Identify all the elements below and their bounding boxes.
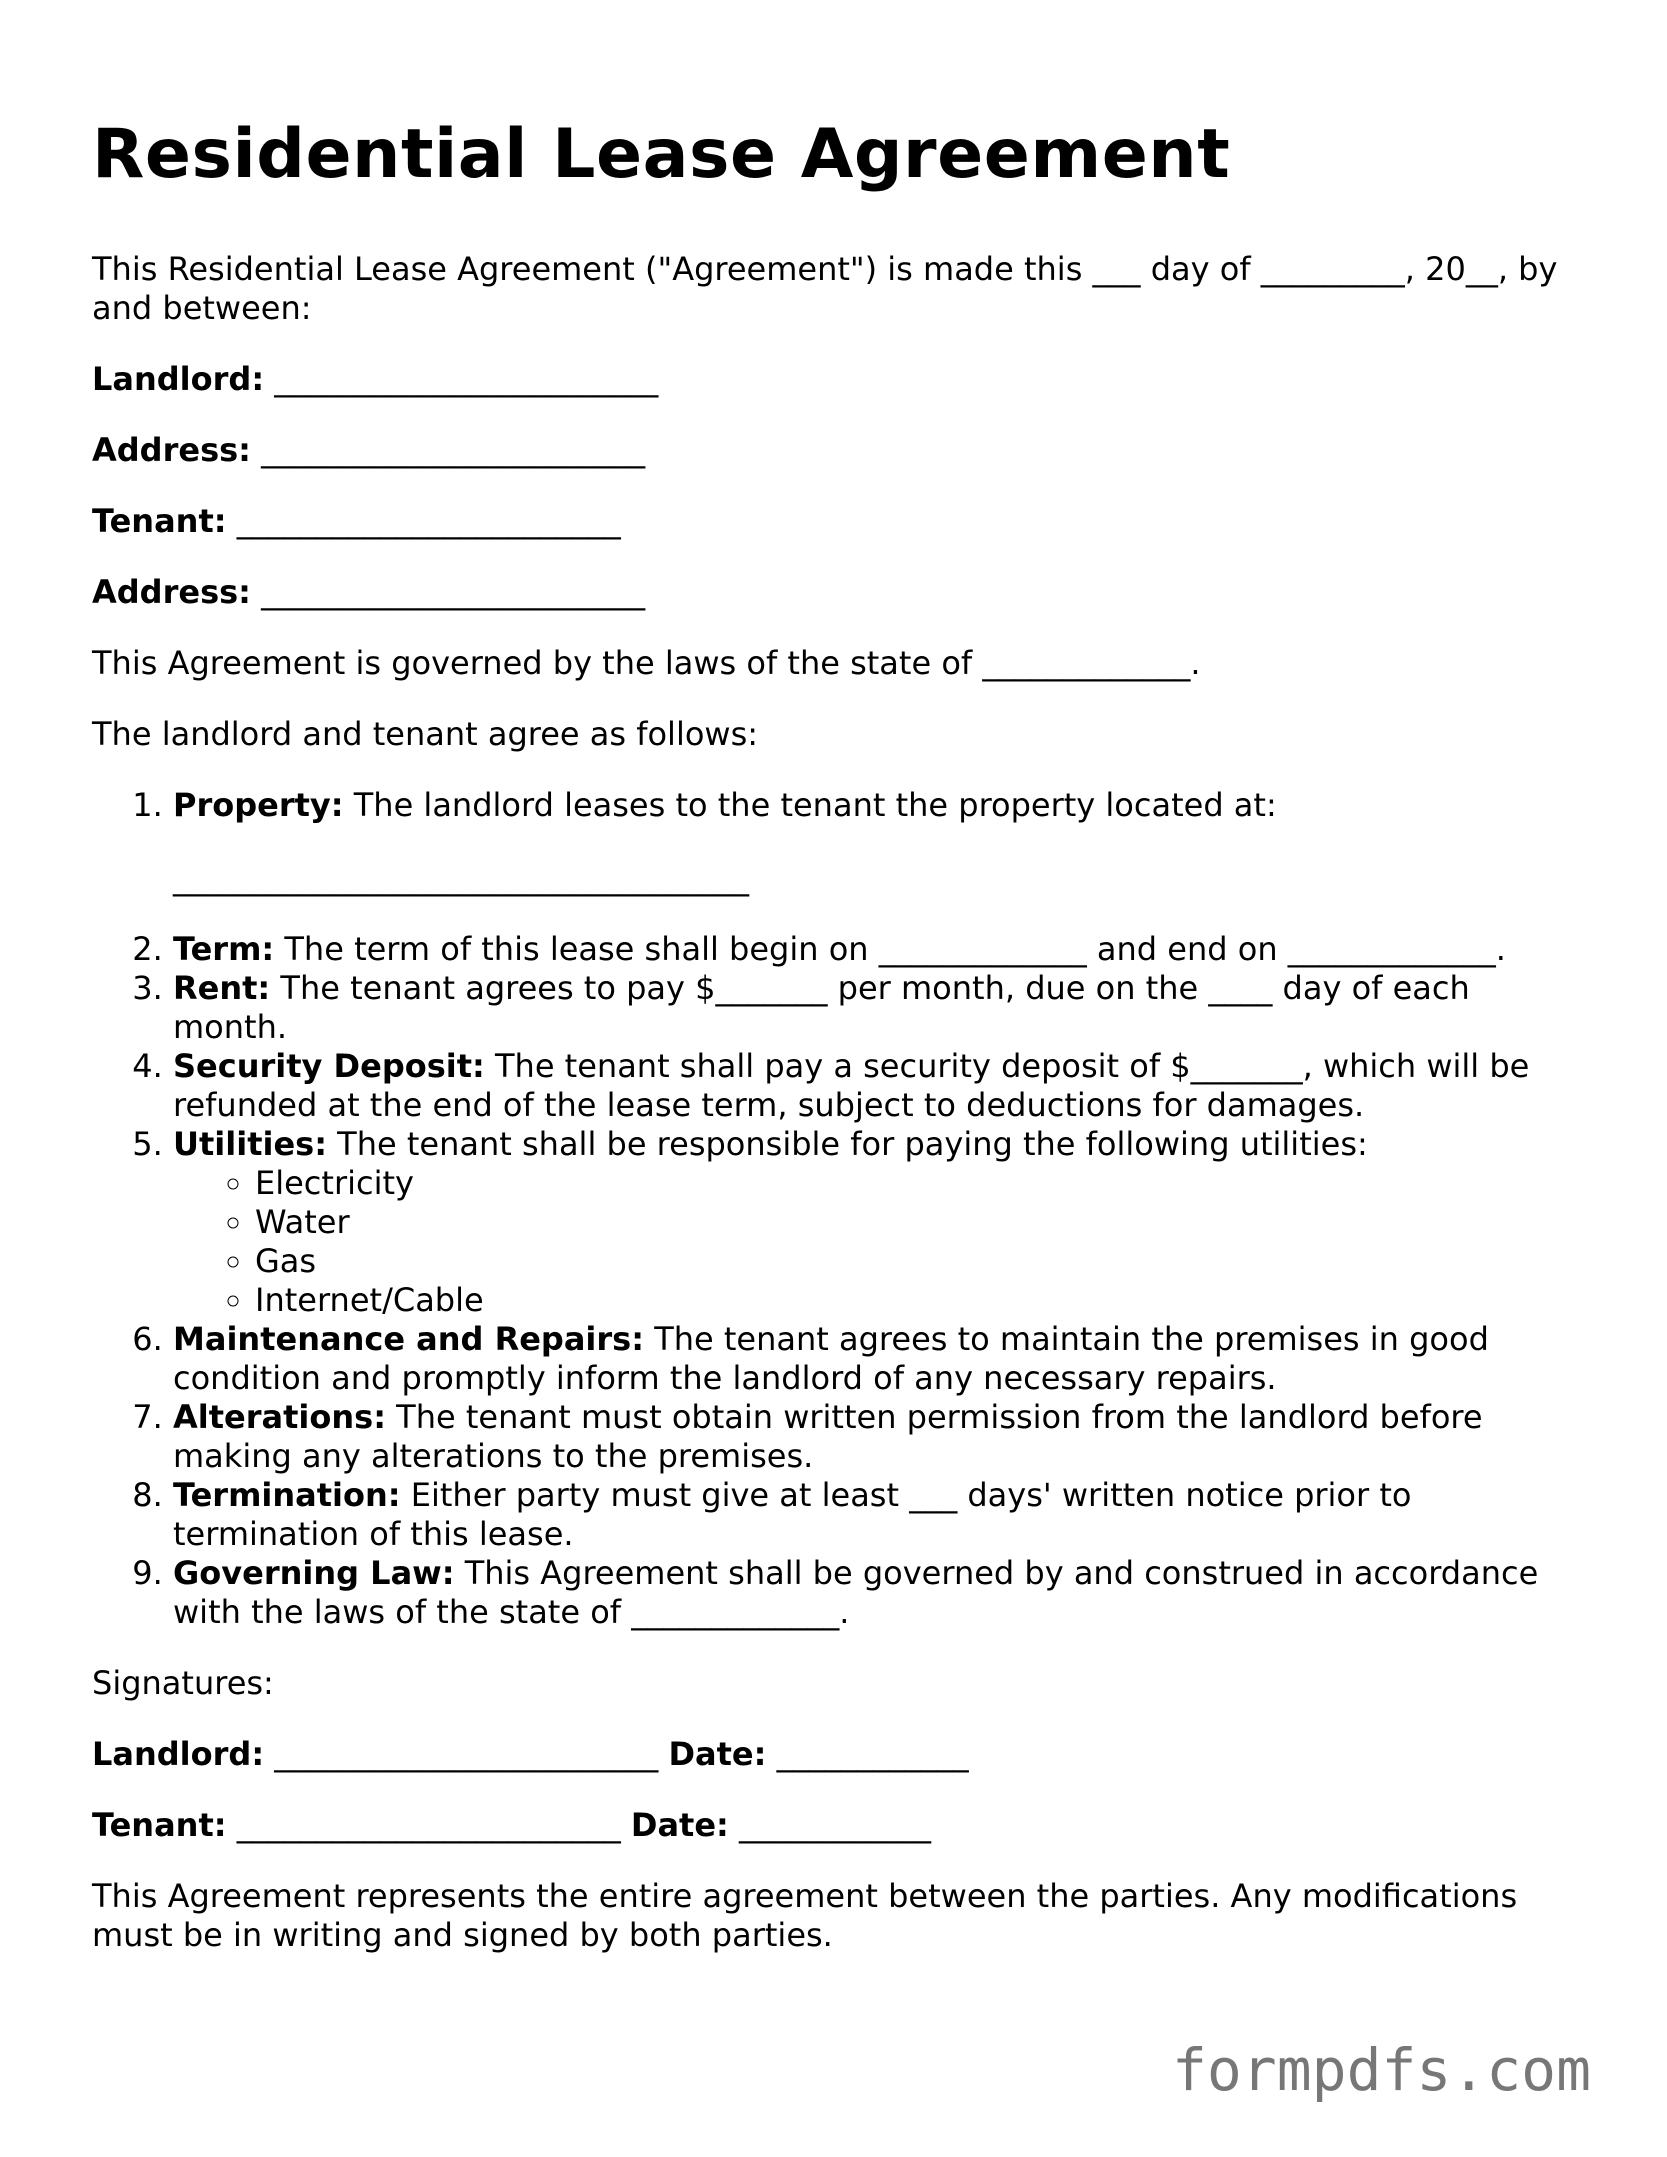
term-label: Security Deposit: bbox=[173, 1047, 485, 1085]
term-label: Utilities: bbox=[173, 1125, 327, 1163]
terms-list bbox=[92, 786, 1592, 1632]
party-label: Landlord: bbox=[92, 360, 265, 398]
date-label: Date: bbox=[630, 1806, 729, 1844]
party-label: Tenant: bbox=[92, 502, 227, 540]
party-tenant bbox=[92, 502, 1592, 541]
agree-statement: The landlord and tenant agree as follows: bbox=[92, 715, 759, 753]
utility-item: ◦ Internet/Cable bbox=[255, 1281, 1592, 1320]
watermark: formpdfs.com bbox=[1171, 2036, 1591, 2104]
term-text: This Agreement shall be governed by and construed in accordance with the laws of the state of _____________. bbox=[173, 1554, 1539, 1631]
signature-landlord bbox=[92, 1735, 1592, 1774]
intro-paragraph: This Residential Lease Agreement ("Agreement") is made this ___ day of _________, 20__, by and between: bbox=[92, 250, 1558, 327]
party-blank: ________________________ bbox=[261, 573, 646, 611]
utility-item: ◦ Gas bbox=[255, 1242, 1592, 1281]
term-text: The tenant must obtain written permission from the landlord before making any alterations to the premises. bbox=[173, 1398, 1483, 1475]
party-landlord-address bbox=[92, 431, 1592, 470]
date-label: Date: bbox=[668, 1735, 767, 1773]
party-blank: ________________________ bbox=[274, 360, 659, 398]
closing-paragraph: This Agreement represents the entire agreement between the parties. Any modifications must be in writing and signed by both parties. bbox=[92, 1877, 1518, 1954]
party-label: Address: bbox=[92, 573, 251, 611]
term-maintenance bbox=[173, 1320, 1592, 1398]
signature-label: Landlord: bbox=[92, 1735, 265, 1773]
term-label: Termination: bbox=[173, 1476, 401, 1514]
signature-tenant bbox=[92, 1806, 1592, 1845]
term-text: The tenant shall pay a security deposit of $_______, which will be refunded at the end of the lease term, subject to deductions for damages. bbox=[173, 1047, 1530, 1124]
term-lease-term bbox=[173, 930, 1592, 969]
term-text: The tenant shall be responsible for paying the following utilities: bbox=[337, 1125, 1368, 1163]
utility-item: ◦ Water bbox=[255, 1203, 1592, 1242]
term-utilities bbox=[173, 1125, 1592, 1320]
governing-statement: This Agreement is governed by the laws of the state of _____________. bbox=[92, 644, 1201, 682]
term-label: Governing Law: bbox=[173, 1554, 455, 1592]
party-label: Address: bbox=[92, 431, 251, 469]
signature-label: Tenant: bbox=[92, 1806, 227, 1844]
signatures-heading: Signatures: bbox=[92, 1664, 274, 1702]
term-governing-law bbox=[173, 1554, 1592, 1632]
term-label: Property: bbox=[173, 786, 344, 824]
party-tenant-address bbox=[92, 573, 1592, 612]
signature-blank: ________________________ bbox=[236, 1806, 621, 1844]
property-address-blank: ____________________________________ bbox=[173, 859, 749, 897]
term-text: The tenant agrees to maintain the premises in good condition and promptly inform the landlord of any necessary repairs. bbox=[173, 1320, 1489, 1397]
date-blank: ____________ bbox=[739, 1806, 931, 1844]
term-text: The term of this lease shall begin on _____________ and end on _____________. bbox=[284, 930, 1506, 968]
term-label: Rent: bbox=[173, 969, 271, 1007]
utility-item: ◦ Electricity bbox=[255, 1164, 1592, 1203]
term-security-deposit bbox=[173, 1047, 1592, 1125]
party-blank: ________________________ bbox=[261, 431, 646, 469]
term-text: The tenant agrees to pay $_______ per month, due on the ____ day of each month. bbox=[173, 969, 1470, 1046]
document-title: Residential Lease Agreement bbox=[92, 115, 1231, 194]
party-landlord bbox=[92, 360, 1592, 399]
term-rent bbox=[173, 969, 1592, 1047]
term-label: Maintenance and Repairs: bbox=[173, 1320, 645, 1358]
party-blank: ________________________ bbox=[236, 502, 621, 540]
term-label: Term: bbox=[173, 930, 275, 968]
utilities-list bbox=[173, 1164, 1592, 1320]
term-alterations bbox=[173, 1398, 1592, 1476]
date-blank: ____________ bbox=[776, 1735, 969, 1773]
document-page bbox=[92, 110, 1592, 1987]
term-text: Either party must give at least ___ days' written notice prior to termination of this lease. bbox=[173, 1476, 1412, 1553]
signature-blank: ________________________ bbox=[274, 1735, 659, 1773]
term-label: Alterations: bbox=[173, 1398, 386, 1436]
term-text: The landlord leases to the tenant the property located at: bbox=[353, 786, 1277, 824]
term-property bbox=[173, 786, 1592, 898]
term-termination bbox=[173, 1476, 1592, 1554]
